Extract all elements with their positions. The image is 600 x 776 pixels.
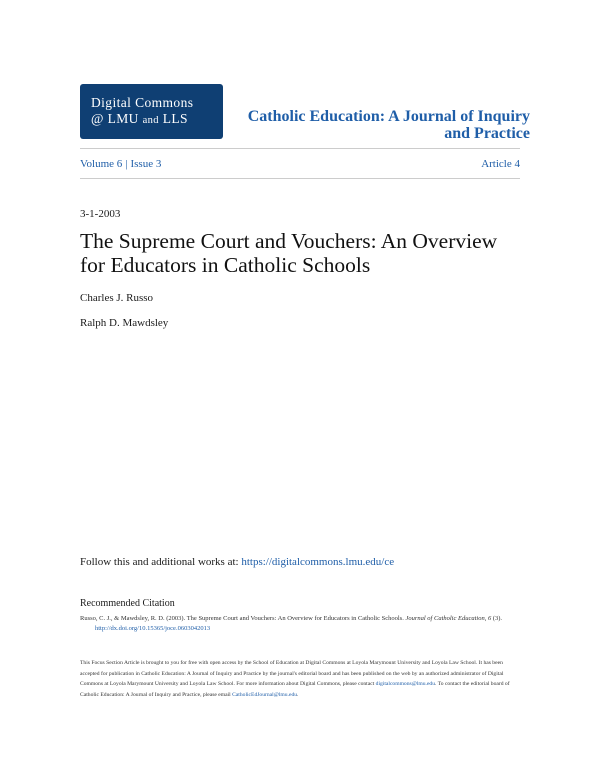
breadcrumb-separator: | bbox=[125, 158, 128, 170]
header-divider-bottom bbox=[80, 178, 520, 179]
logo-line-2c: LLS bbox=[158, 110, 188, 126]
follow-text: Follow this and additional works at: bbox=[80, 556, 242, 568]
journal-title-line-1: Catholic Education: A Journal of Inquiry bbox=[247, 108, 530, 125]
logo-line-2a: @ LMU bbox=[91, 110, 143, 126]
citation-part-b: (3). bbox=[491, 615, 503, 622]
logo-line-2b: and bbox=[142, 114, 159, 126]
issue-breadcrumb bbox=[80, 158, 161, 170]
editorial-email-link[interactable]: CatholicEdJournal@lmu.edu bbox=[232, 691, 298, 698]
statement-part-a: This Focus Section Article is brought to you for free with open access by the School of Education at Digital Commons at Loyola Marymount University and Loyola Law School. It has been accepted for publication in Catholic Education: A Journal of Inquiry and Practice by the journal's editorial board and has been published on the web by an authorized administrator of Digital Commons at Loyola Marymount University and Loyola Law School. For more information about Digital Commons, please contact bbox=[80, 660, 504, 687]
logo-line-2 bbox=[91, 111, 223, 129]
article-title bbox=[80, 229, 520, 277]
digitalcommons-email-link[interactable]: digitalcommons@lmu.edu bbox=[375, 681, 436, 687]
logo-line-1: Digital Commons bbox=[91, 94, 194, 110]
doi-link[interactable]: http://dx.doi.org/10.15365/joce.0603042013 bbox=[95, 625, 211, 632]
volume-link[interactable]: Volume 6 bbox=[80, 158, 123, 170]
follow-line bbox=[80, 556, 394, 568]
header-divider-top bbox=[80, 148, 520, 149]
journal-title[interactable] bbox=[230, 108, 530, 142]
access-statement bbox=[80, 658, 520, 700]
recommended-citation-heading: Recommended Citation bbox=[80, 598, 175, 609]
digital-commons-logo[interactable] bbox=[80, 84, 223, 139]
citation-text bbox=[80, 614, 520, 634]
publication-date: 3-1-2003 bbox=[80, 208, 121, 220]
journal-title-line-2: and Practice bbox=[444, 125, 530, 142]
article-title-line-1: The Supreme Court and Vouchers: An Overview bbox=[80, 229, 498, 253]
author-name: Charles J. Russo bbox=[80, 292, 154, 304]
collection-link[interactable]: https://digitalcommons.lmu.edu/ce bbox=[241, 556, 395, 568]
issue-link[interactable]: Issue 3 bbox=[130, 158, 162, 170]
statement-part-c: . bbox=[297, 691, 299, 698]
author-name: Ralph D. Mawdsley bbox=[80, 317, 169, 329]
article-title-line-2: for Educators in Catholic Schools bbox=[80, 253, 371, 277]
citation-journal: Journal of Catholic Education, 6 bbox=[405, 615, 492, 622]
citation-part-a: Russo, C. J., & Mawdsley, R. D. (2003). The Supreme Court and Vouchers: An Overview for Educators in Catholic Schools. bbox=[80, 615, 406, 622]
statement-part-b: . To contact the editorial board of Catholic Education: A Journal of Inquiry and Practice, please email bbox=[80, 681, 510, 698]
article-number-link[interactable]: Article 4 bbox=[481, 158, 520, 170]
